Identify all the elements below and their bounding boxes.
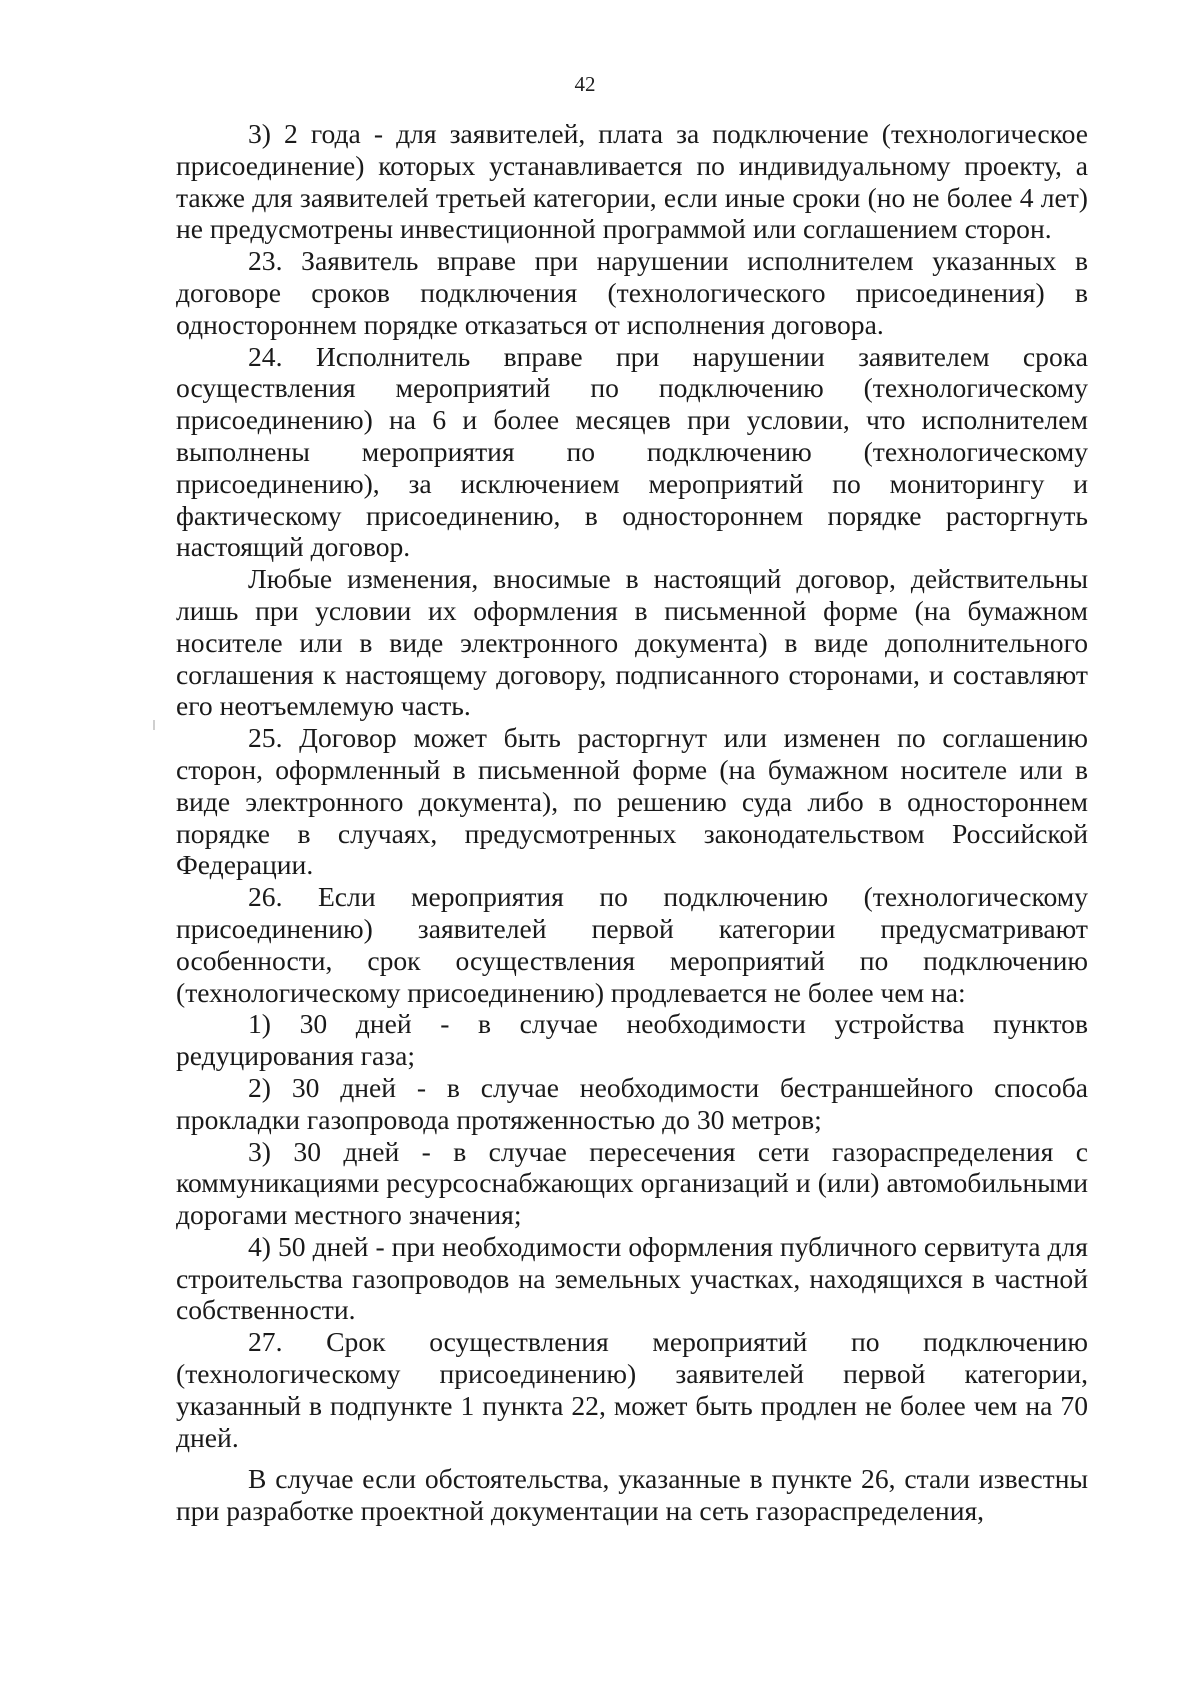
paragraph-clause-26-item-2: 2) 30 дней - в случае необходимости бестраншейного способа прокладки газопровода протяженностью до 30 метров; — [176, 1071, 1088, 1135]
page-number: 42 — [574, 72, 596, 96]
scan-artifact — [153, 720, 155, 730]
paragraph-clause-26-item-3: 3) 30 дней - в случае пересечения сети газораспределения с коммуникациями ресурсоснабжающих организаций и (или) автомобильными дорогами местного значения; — [176, 1135, 1088, 1231]
paragraph-clause-25: 25. Договор может быть расторгнут или изменен по соглашению сторон, оформленный в письменной форме (на бумажном носителе или в виде электронного документа), по решению суда либо в одностороннем порядке в случаях, предусмотренных законодательством Российской Федерации. — [176, 722, 1088, 881]
paragraph-clause-27: 27. Срок осуществления мероприятий по подключению (технологическому присоединению) заявителей первой категории, указанный в подпункте 1 пункта 22, может быть продлен не более чем на 70 дней. — [176, 1326, 1088, 1453]
paragraph-clause-23: 23. Заявитель вправе при нарушении исполнителем указанных в договоре сроков подключения (технологического присоединения) в одностороннем порядке отказаться от исполнения договора. — [176, 245, 1088, 340]
paragraph-item-3-deadline: 3) 2 года - для заявителей, плата за подключение (технологическое присоединение) которых устанавливается по индивидуальному проекту, а также для заявителей третьей категории, если иные сроки (но не более 4 лет) не предусмотрены инвестиционной программой или соглашением сторон. — [176, 118, 1088, 245]
paragraph-clause-26: 26. Если мероприятия по подключению (технологическому присоединению) заявителей первой категории предусматривают особенности, срок осуществления мероприятий по подключению (технологическому присоединению) продлевается не более чем на: — [176, 881, 1088, 1008]
paragraph-clause-24: 24. Исполнитель вправе при нарушении заявителем срока осуществления мероприятий по подключению (технологическому присоединению) на 6 и более месяцев при условии, что исполнителем выполнены мероприятия по подключению (технологическому присоединению), за исключением мероприятий по мониторингу и фактическому присоединению, в одностороннем порядке расторгнуть настоящий договор. — [176, 340, 1088, 563]
document-body — [176, 118, 1088, 1527]
paragraph-clause-26-item-4: 4) 50 дней - при необходимости оформления публичного сервитута для строительства газопроводов на земельных участках, находящихся в частной собственности. — [176, 1230, 1088, 1326]
paragraph-circumstances: В случае если обстоятельства, указанные в пункте 26, стали известны при разработке проектной документации на сеть газораспределения, — [176, 1463, 1088, 1527]
paragraph-clause-26-item-1: 1) 30 дней - в случае необходимости устройства пунктов редуцирования газа; — [176, 1008, 1088, 1072]
paragraph-contract-changes: Любые изменения, вносимые в настоящий договор, действительны лишь при условии их оформления в письменной форме (на бумажном носителе или в виде электронного документа) в виде дополнительного соглашения к настоящему договору, подписанного сторонами, и составляют его неотъемлемую часть. — [176, 563, 1088, 722]
